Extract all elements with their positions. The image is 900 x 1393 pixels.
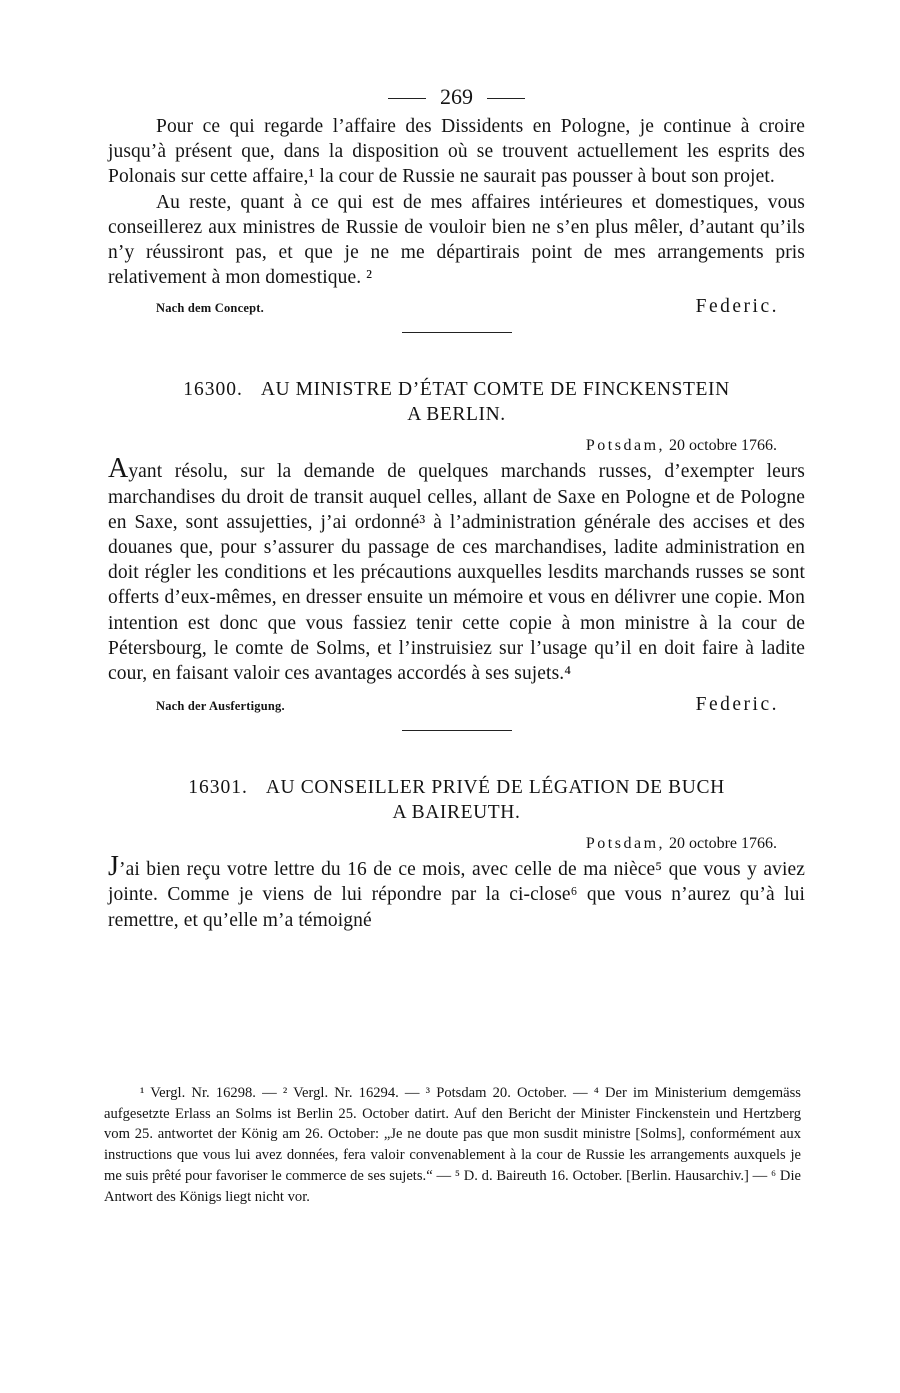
page-number-line — [108, 80, 805, 114]
footnotes — [104, 1083, 801, 1207]
letter-16301-initial: J — [108, 851, 119, 883]
footnotes-text: ¹ Vergl. Nr. 16298. — ² Vergl. Nr. 16294. — ³ Potsdam 20. October. — ⁴ Der im Ministerium demgemäss aufgesetzte Erlass an Solms ist Berlin 25. October datirt. Auf den Bericht der Minister Finckenstein und Hertzberg vom 25. antwortet der König am 26. October: „Je ne doute pas que mon susdit ministre [Solms], conformément aux instructions que vous lui avez données, fera valoir convenablement à la cour de Russie les arrangements auxquels je me suis prêté pour favoriser le commerce de ses sujets.“ — ⁵ D. d. Baireuth 16. October. [Berlin. Hausarchiv.] — ⁶ Die Antwort des Königs liegt nicht vor. — [104, 1085, 801, 1205]
section-divider-1 — [402, 332, 512, 333]
letter-16300-heading-line1: AU MINISTRE D’ÉTAT COMTE DE FINCKENSTEIN — [260, 379, 730, 401]
letter-16300-initial: A — [108, 453, 129, 485]
letter-16301-heading-line1: AU CONSEILLER PRIVÉ DE LÉGATION DE BUCH — [265, 777, 725, 799]
letter-16300-source: Nach der Ausfertigung. — [156, 699, 285, 714]
letter-16300-body — [108, 453, 805, 686]
page-number-dash-left — [388, 98, 426, 99]
letter-16300-number: 16300. — [183, 379, 243, 401]
letter-16301-place: Potsdam, — [585, 835, 666, 853]
letter-16300-dateline — [108, 433, 805, 459]
letter-16300-place: Potsdam, — [585, 437, 666, 455]
letter-16300-signature: Federic. — [695, 694, 779, 716]
letter-16301-heading-line2: A BAIREUTH. — [392, 802, 521, 824]
prev-letter-signature: Federic. — [695, 296, 779, 318]
section-divider-2 — [402, 730, 512, 731]
prev-letter-paragraph-1: Pour ce qui regarde l’affaire des Dissidents en Pologne, je continue à croire jusqu’à présent que, dans la disposition où se trouvent actuellement les esprits des Polonais sur cette affaire,¹ la cour de Russie ne saurait pas pousser à bout son projet. — [108, 116, 805, 188]
page — [108, 80, 805, 933]
page-number-dash-right — [487, 98, 525, 99]
letter-16301-body — [108, 851, 805, 933]
letter-16301-dateline — [108, 831, 805, 857]
letter-16301-text: ’ai bien reçu votre lettre du 16 de ce mois, avec celle de ma nièce⁵ que vous y aviez jointe. Comme je viens de lui répondre par la ci-close⁶ que vous n’aurez qu’à lui remettre, et qu’elle m’a témoigné — [108, 859, 805, 931]
letter-16301-number: 16301. — [188, 777, 248, 799]
page-number: 269 — [440, 84, 473, 109]
prev-letter-paragraph-2: Au reste, quant à ce qui est de mes affaires intérieures et domestiques, vous conseillerez aux ministres de Russie de vouloir bien ne s’en plus mêler, d’autant qu’ils n’y réussiront pas, et que je ne me départirais point de mes arrangements pris relativement à mon domestique. ² — [108, 191, 805, 289]
letter-16300-text: yant résolu, sur la demande de quelques marchands russes, d’exempter leurs marchandises du droit de transit auquel celles, allant de Saxe en Pologne et de Pologne en Saxe, sont assujetties, j’ai ordonné³ à l’administration générale des accises et des douanes que, pour s’assurer du passage de ces marchandises, ladite administration en doit régler les conditions et les précautions auxquelles lesdits marchands russes se sont offerts d’eux-mêmes, en dresser ensuite un mémoire et vous en délivrer une copie. Mon intention est donc que vous fassiez tenir cette copie à mon ministre à la cour de Pétersbourg, le comte de Solms, et l’instruisiez sur l’usage qu’il en doit faire à ladite cour, en faisant valoir ces avantages accordés à ses sujets.⁴ — [108, 461, 805, 685]
letter-16300-heading-line2: A BERLIN. — [407, 404, 506, 426]
prev-letter-source: Nach dem Concept. — [156, 301, 264, 316]
letter-16300-heading — [108, 377, 805, 427]
letter-16300-closing — [108, 694, 805, 716]
prev-letter-closing — [108, 296, 805, 318]
letter-16301-heading — [108, 775, 805, 825]
letter-16300-date: 20 octobre 1766. — [669, 437, 777, 455]
letter-16301-date: 20 octobre 1766. — [669, 835, 777, 853]
